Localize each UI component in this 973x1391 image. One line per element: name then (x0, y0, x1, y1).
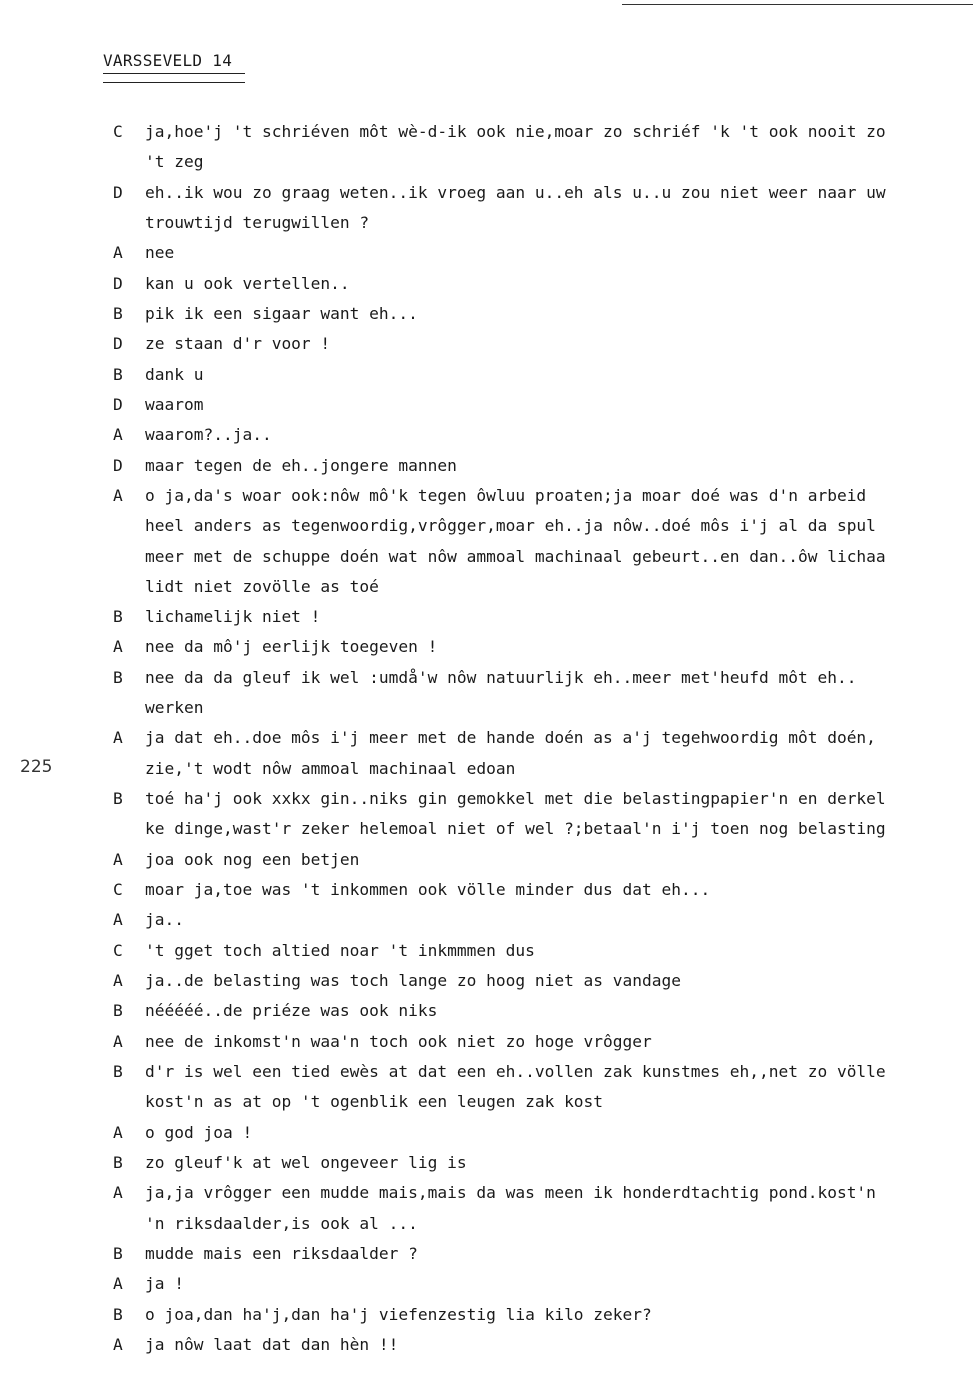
transcript-line (0, 1333, 973, 1357)
utterance-text: nee da mô'j eerlijk toegeven ! (145, 637, 438, 657)
utterance-text: pik ik een sigaar want eh... (145, 303, 418, 323)
utterance-text: o ja,da's woar ook:nôw mô'k tegen ôwluu proaten;ja moar doé was d'n arbeid (145, 485, 867, 505)
utterance-text: eh..ik wou zo graag weten..ik vroeg aan u..eh als u..u zou niet weer naar uw (145, 182, 886, 202)
transcript-line (0, 1181, 973, 1205)
transcript-line (0, 635, 973, 659)
utterance-text: toé ha'j ook xxkx gin..niks gin gemokkel met die belastingpapier'n en derkel (145, 789, 886, 808)
speaker-label: B (113, 364, 123, 384)
speaker-label: A (113, 971, 123, 990)
speaker-label: C (113, 880, 123, 899)
transcript-line (0, 302, 973, 326)
speaker-label: B (113, 1243, 123, 1263)
speaker-label: A (113, 637, 123, 657)
transcript-line (0, 393, 973, 417)
transcript-line (0, 1242, 973, 1266)
transcript-line (0, 150, 973, 174)
speaker-label: A (113, 1274, 123, 1294)
transcript-line (0, 666, 973, 690)
utterance-text: kost'n as at op 't ogenblik een leugen zak kost (145, 1092, 604, 1112)
transcript-line (0, 787, 973, 811)
transcript-line (0, 1121, 973, 1145)
transcript-line (0, 484, 973, 508)
transcript-line (0, 696, 973, 720)
speaker-label: A (113, 485, 123, 505)
utterance-text: moar ja,toe was 't inkommen ook völle minder dus dat eh... (145, 880, 711, 899)
margin-counter: 225 (20, 757, 53, 777)
utterance-text: kan u ook vertellen.. (145, 273, 350, 293)
utterance-text: joa ook nog een betjen (145, 849, 360, 869)
transcript-line (0, 605, 973, 629)
speaker-label: B (113, 667, 123, 687)
utterance-text: heel anders as tegenwoordig,vrôgger,moar eh..ja nôw..doé môs i'j al da spul (145, 516, 876, 536)
utterance-text: mudde mais een riksdaalder ? (145, 1243, 418, 1263)
speaker-label: B (113, 789, 123, 808)
transcript-line (0, 181, 973, 205)
speaker-label: A (113, 1334, 123, 1354)
transcript-line (0, 878, 973, 902)
utterance-text: 'n riksdaalder,is ook al ... (145, 1213, 418, 1233)
utterance-text: o god joa ! (145, 1122, 253, 1142)
transcript-line (0, 241, 973, 265)
speaker-label: D (113, 334, 123, 354)
utterance-text: waarom?..ja.. (145, 425, 272, 445)
page-header: VARSSEVELD 14 (103, 51, 233, 70)
utterance-text: ja.. (145, 910, 184, 930)
transcript-line (0, 939, 973, 963)
speaker-label: A (113, 1031, 123, 1051)
utterance-text: maar tegen de eh..jongere mannen (145, 455, 457, 475)
transcript-line (0, 363, 973, 387)
transcript-line (0, 120, 973, 144)
utterance-text: ze staan d'r voor ! (145, 334, 331, 354)
speaker-label: C (113, 940, 123, 960)
speaker-label: A (113, 910, 123, 930)
utterance-text: waarom (145, 394, 204, 414)
utterance-text: nee de inkomst'n waa'n toch ook niet zo hoge vrôgger (145, 1031, 652, 1051)
utterance-text: ja,ja vrôgger een mudde mais,mais da was meen ik honderdtachtig pond.kost'n (145, 1183, 876, 1203)
transcript-line (0, 969, 973, 993)
utterance-text: zie,'t wodt nôw ammoal machinaal edoan (145, 758, 516, 778)
speaker-label: B (113, 1304, 123, 1324)
transcript-line (0, 332, 973, 356)
transcript-line (0, 1060, 973, 1084)
utterance-text: 't gget toch altied noar 't inkmmmen dus (145, 940, 535, 960)
transcript-line (0, 454, 973, 478)
utterance-text: ja nôw laat dat dan hèn !! (145, 1334, 399, 1354)
speaker-label: B (113, 607, 123, 627)
speaker-label: D (113, 394, 123, 414)
transcript-line (0, 848, 973, 872)
utterance-text: ja dat eh..doe môs i'j meer met de hande doén as a'j tegehwoordig môt doén, (145, 728, 876, 748)
utterance-text: nee (145, 243, 175, 263)
transcript-line (0, 1303, 973, 1327)
transcript-line (0, 908, 973, 932)
transcript-line (0, 545, 973, 569)
speaker-label: B (113, 303, 123, 323)
utterance-text: trouwtijd terugwillen ? (145, 213, 370, 232)
utterance-text: d'r is wel een tied ewès at dat een eh..vollen zak kunstmes eh,,net zo völle (145, 1061, 886, 1081)
speaker-label: A (113, 1122, 123, 1142)
speaker-label: A (113, 1183, 123, 1203)
transcript-line (0, 817, 973, 841)
speaker-label: A (113, 728, 123, 748)
speaker-label: B (113, 1152, 123, 1172)
speaker-label: D (113, 182, 123, 202)
transcript-line (0, 1212, 973, 1236)
utterance-text: ja..de belasting was toch lange zo hoog niet as vandage (145, 971, 682, 990)
speaker-label: A (113, 849, 123, 869)
transcript-line (0, 757, 973, 781)
speaker-label: B (113, 1061, 123, 1081)
transcript-line (0, 999, 973, 1023)
utterance-text: ja ! (145, 1274, 184, 1294)
utterance-text: lichamelijk niet ! (145, 607, 321, 627)
speaker-label: A (113, 425, 123, 445)
utterance-text: o joa,dan ha'j,dan ha'j viefenzestig lia kilo zeker? (145, 1304, 652, 1324)
transcript-line (0, 423, 973, 447)
transcript-line (0, 211, 973, 235)
transcript-line (0, 1151, 973, 1175)
transcript-line (0, 514, 973, 538)
utterance-text: dank u (145, 364, 204, 384)
speaker-label: A (113, 243, 123, 263)
utterance-text: meer met de schuppe doén wat nôw ammoal machinaal gebeurt..en dan..ôw lichaa (145, 546, 886, 566)
utterance-text: lidt niet zovölle as toé (145, 576, 379, 596)
transcript-line (0, 1090, 973, 1114)
utterance-text: zo gleuf'k at wel ongeveer lig is (145, 1152, 467, 1172)
utterance-text: ja,hoe'j 't schriéven môt wè-d-ik ook nie,moar zo schriéf 'k 't ook nooit zo (145, 122, 886, 141)
utterance-text: nééééé..de priéze was ook niks (145, 1001, 438, 1021)
transcript-line (0, 1272, 973, 1296)
utterance-text: ke dinge,wast'r zeker helemoal niet of wel ?;betaal'n i'j toen nog belasting (145, 819, 886, 839)
transcript-line (0, 272, 973, 296)
speaker-label: D (113, 455, 123, 475)
speaker-label: B (113, 1001, 123, 1021)
transcript-line (0, 1030, 973, 1054)
speaker-label: C (113, 122, 123, 141)
utterance-text: nee da da gleuf ik wel :umdå'w nôw natuurlijk eh..meer met'heufd môt eh.. (145, 667, 857, 687)
transcript-line (0, 726, 973, 750)
speaker-label: D (113, 273, 123, 293)
utterance-text: werken (145, 698, 204, 718)
utterance-text: 't zeg (145, 152, 204, 172)
transcript-line (0, 575, 973, 599)
